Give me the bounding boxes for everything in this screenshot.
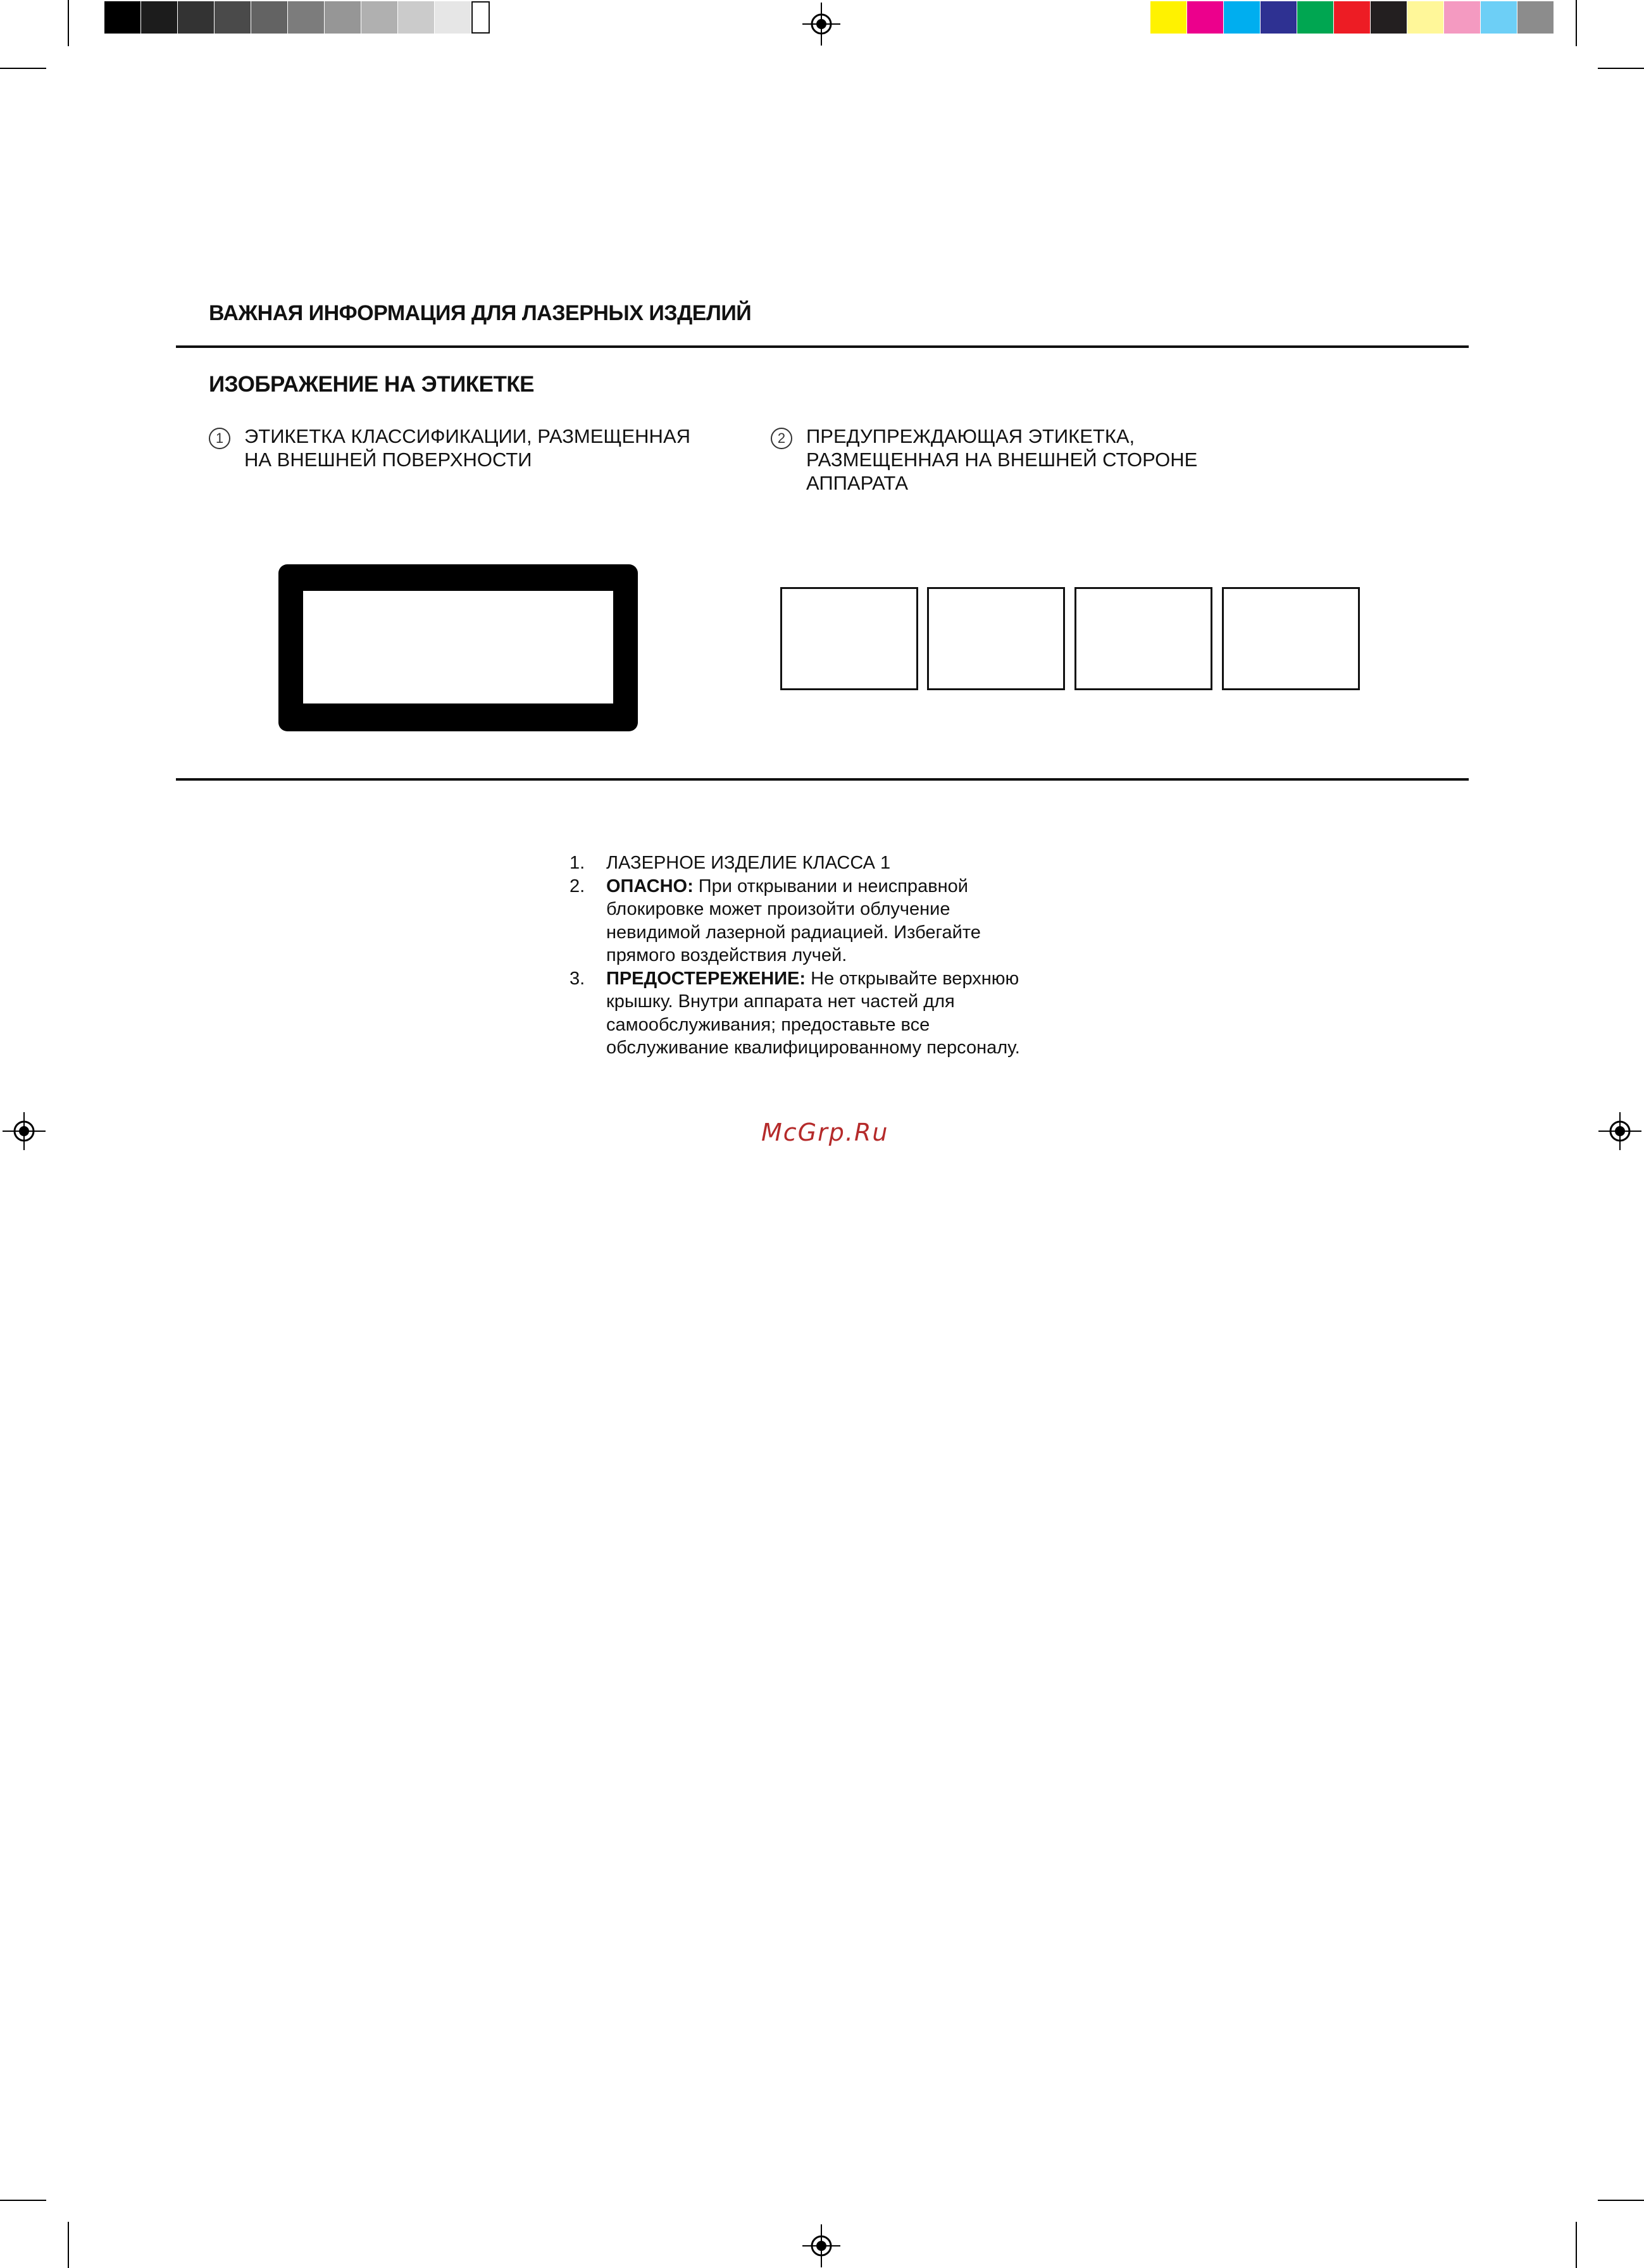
page-title: ВАЖНАЯ ИНФОРМАЦИЯ ДЛЯ ЛАЗЕРНЫХ ИЗДЕЛИЙ xyxy=(209,301,752,325)
label1-caption-line: НА ВНЕШНЕЙ ПОВЕРХНОСТИ xyxy=(244,449,532,471)
crop-mark xyxy=(68,0,69,46)
note-line: ЛАЗЕРНОЕ ИЗДЕЛИЕ КЛАССА 1 xyxy=(606,853,891,873)
crop-mark xyxy=(0,2200,46,2201)
note-lead: ОПАСНО: xyxy=(606,876,694,896)
crop-mark xyxy=(0,68,46,69)
color-swatch xyxy=(1517,1,1554,34)
watermark-text: McGrp.Ru xyxy=(761,1119,889,1146)
bottom-divider xyxy=(176,778,1469,781)
gray-swatch xyxy=(435,1,471,34)
top-divider xyxy=(176,345,1469,348)
note-number: 3. xyxy=(570,968,585,989)
color-swatch xyxy=(1407,1,1443,34)
note-line: При открывании и неисправной xyxy=(693,876,968,896)
color-swatch xyxy=(1334,1,1370,34)
warning-label-box xyxy=(1074,587,1212,690)
color-swatch xyxy=(1261,1,1297,34)
label1-number-badge: 1 xyxy=(209,428,230,449)
crop-mark xyxy=(1576,2222,1577,2268)
note-item xyxy=(570,852,1101,875)
gray-swatch xyxy=(361,1,397,34)
note-item xyxy=(570,875,1101,967)
warning-label-box xyxy=(927,587,1065,690)
label1-caption-line: ЭТИКЕТКА КЛАССИФИКАЦИИ, РАЗМЕЩЕННАЯ xyxy=(244,425,691,447)
color-swatch xyxy=(1444,1,1480,34)
gray-swatch xyxy=(251,1,287,34)
notes-list xyxy=(570,852,1101,1060)
gray-swatch xyxy=(288,1,324,34)
color-swatch xyxy=(1150,1,1186,34)
gray-swatch xyxy=(471,1,490,34)
registration-mark-icon xyxy=(1598,1112,1641,1150)
gray-swatch xyxy=(215,1,251,34)
crop-mark xyxy=(1598,2200,1644,2201)
color-swatch xyxy=(1297,1,1333,34)
classification-label-frame xyxy=(278,564,638,731)
note-number: 2. xyxy=(570,876,585,896)
section-subtitle: ИЗОБРАЖЕНИЕ НА ЭТИКЕТКЕ xyxy=(209,372,535,397)
label2-number-badge: 2 xyxy=(771,428,792,449)
gray-swatch xyxy=(141,1,177,34)
note-line: обслуживание квалифицированному персоналу. xyxy=(606,1038,1020,1058)
note-item xyxy=(570,967,1101,1060)
color-swatch xyxy=(1187,1,1223,34)
note-line: самообслуживания; предоставьте все xyxy=(606,1014,930,1035)
note-line: блокировке может произойти облучение xyxy=(606,899,950,919)
color-swatch xyxy=(1481,1,1517,34)
warning-label-box xyxy=(780,587,918,690)
warning-label-box xyxy=(1222,587,1360,690)
note-line: прямого воздействия лучей. xyxy=(606,945,847,965)
gray-swatch xyxy=(325,1,361,34)
registration-mark-icon xyxy=(802,2224,840,2267)
gray-swatch xyxy=(398,1,434,34)
crop-mark xyxy=(1598,68,1644,69)
label2-caption-line: ПРЕДУПРЕЖДАЮЩАЯ ЭТИКЕТКА, xyxy=(806,425,1135,447)
crop-mark xyxy=(1576,0,1577,46)
note-lead: ПРЕДОСТЕРЕЖЕНИЕ: xyxy=(606,968,806,989)
classification-label-blank-area xyxy=(303,591,613,703)
note-line: невидимой лазерной радиацией. Избегайте xyxy=(606,922,981,943)
color-swatch xyxy=(1224,1,1260,34)
note-line: крышку. Внутри аппарата нет частей для xyxy=(606,991,955,1012)
note-line: Не открывайте верхнюю xyxy=(806,968,1019,989)
label2-caption-line: АППАРАТА xyxy=(806,472,909,494)
note-number: 1. xyxy=(570,853,585,873)
gray-swatch xyxy=(178,1,214,34)
label1-caption xyxy=(244,424,690,471)
gray-swatch xyxy=(104,1,140,34)
label2-caption-line: РАЗМЕЩЕННАЯ НА ВНЕШНЕЙ СТОРОНЕ xyxy=(806,449,1198,471)
label2-caption xyxy=(806,424,1197,495)
crop-mark xyxy=(68,2222,69,2268)
registration-mark-icon xyxy=(3,1112,46,1150)
color-swatch xyxy=(1371,1,1407,34)
registration-mark-icon xyxy=(802,3,840,46)
